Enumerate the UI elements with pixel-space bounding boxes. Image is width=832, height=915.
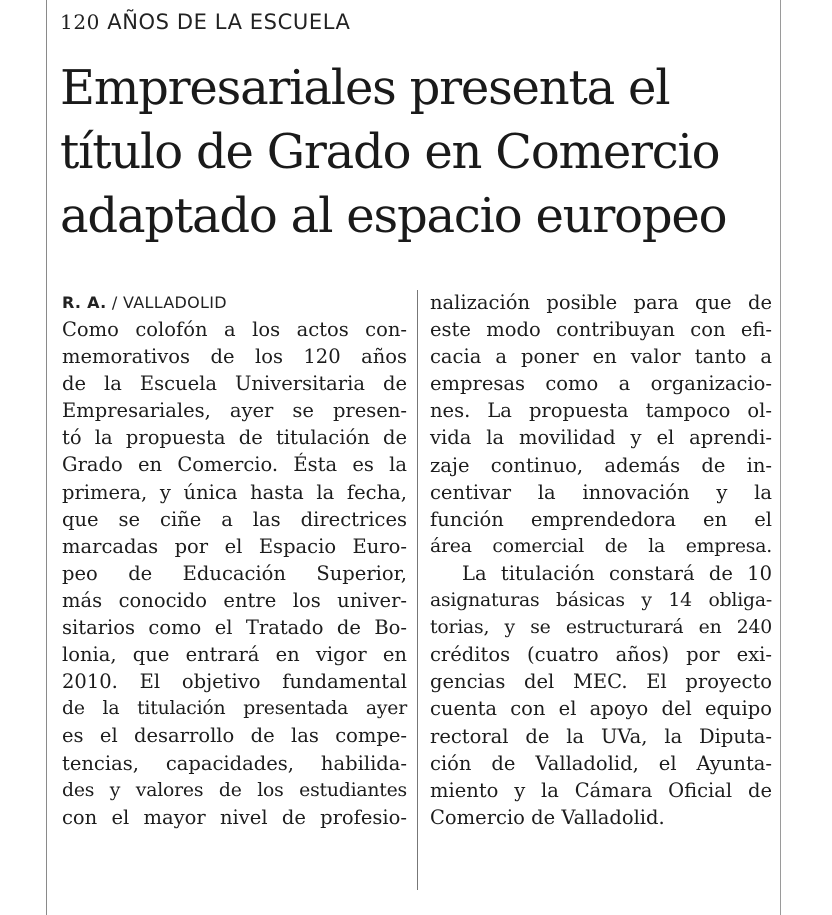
text-line: área comercial de la empresa. — [430, 535, 772, 557]
text-line: Como colofón a los actos con- — [62, 318, 407, 341]
text-line: marcadas por el Espacio Euro- — [62, 534, 407, 558]
article-column-2 — [430, 289, 772, 831]
byline-location: VALLADOLID — [123, 293, 227, 312]
text-line: que se ciñe a las directrices — [62, 507, 407, 531]
right-column-rule — [780, 0, 781, 915]
text-line: vida la movilidad y el aprendi- — [430, 426, 772, 450]
byline — [62, 293, 227, 312]
text-line: rectoral de la UVa, la Diputa- — [430, 724, 772, 748]
text-line: zaje continuo, además de in- — [430, 453, 772, 477]
text-line: cuenta con el apoyo del equipo — [430, 697, 772, 721]
article-column-1 — [62, 316, 407, 831]
text-line: sitarios como el Tratado de Bo- — [62, 616, 407, 640]
text-line: cacia a poner en valor tanto a — [430, 345, 772, 369]
text-line: torias, y se estructurará en 240 — [430, 617, 772, 639]
text-line: es el desarrollo de las compe- — [62, 724, 407, 748]
text-line: memorativos de los 120 años — [62, 345, 407, 369]
text-line: de la titulación presentada ayer — [62, 698, 407, 720]
text-line: Empresariales, ayer se presen- — [62, 399, 407, 423]
text-line: empresas como a organizacio- — [430, 372, 772, 396]
text-line: tencias, capacidades, habilida- — [62, 751, 407, 775]
headline — [60, 56, 775, 248]
text-line: con el mayor nivel de profesio- — [62, 805, 407, 829]
text-line: tó la propuesta de titulación de — [62, 426, 407, 450]
byline-author: R. A. — [62, 293, 107, 312]
text-line: gencias del MEC. El proyecto — [430, 670, 772, 694]
text-line: primera, y única hasta la fecha, — [62, 480, 407, 504]
headline-line: título de Grado en Comercio — [60, 124, 720, 180]
text-line: este modo contribuyan con efi- — [430, 318, 772, 342]
column-divider — [417, 290, 418, 890]
text-line: más conocido entre los univer- — [62, 588, 407, 612]
text-line: asignaturas básicas y 14 obliga- — [430, 590, 772, 612]
text-line: centivar la innovación y la — [430, 480, 772, 504]
text-line: Comercio de Valladolid. — [430, 805, 665, 829]
left-column-rule — [46, 0, 47, 915]
text-line: miento y la Cámara Oficial de — [430, 778, 772, 802]
section-label: AÑOS DE LA ESCUELA — [107, 10, 351, 34]
text-line: función emprendedora en el — [430, 507, 772, 531]
text-line: 2010. El objetivo fundamental — [62, 670, 407, 694]
text-line: peo de Educación Superior, — [62, 561, 407, 585]
section-header — [60, 10, 350, 34]
byline-separator: / — [111, 293, 118, 312]
text-line: La titulación constará de 10 — [462, 561, 772, 585]
text-line: de la Escuela Universitaria de — [62, 372, 407, 396]
text-line: ción de Valladolid, el Ayunta- — [430, 751, 772, 775]
section-number: 120 — [60, 10, 100, 34]
text-line: créditos (cuatro años) por exi- — [430, 643, 772, 667]
text-line: Grado en Comercio. Ésta es la — [62, 453, 407, 477]
text-line: nalización posible para que de — [430, 291, 772, 314]
headline-line: Empresariales presenta el — [60, 60, 670, 116]
text-line: des y valores de los estudiantes — [62, 779, 407, 801]
text-line: nes. La propuesta tampoco ol- — [430, 399, 772, 423]
text-line: lonia, que entrará en vigor en — [62, 643, 407, 667]
headline-line: adaptado al espacio europeo — [60, 188, 727, 244]
